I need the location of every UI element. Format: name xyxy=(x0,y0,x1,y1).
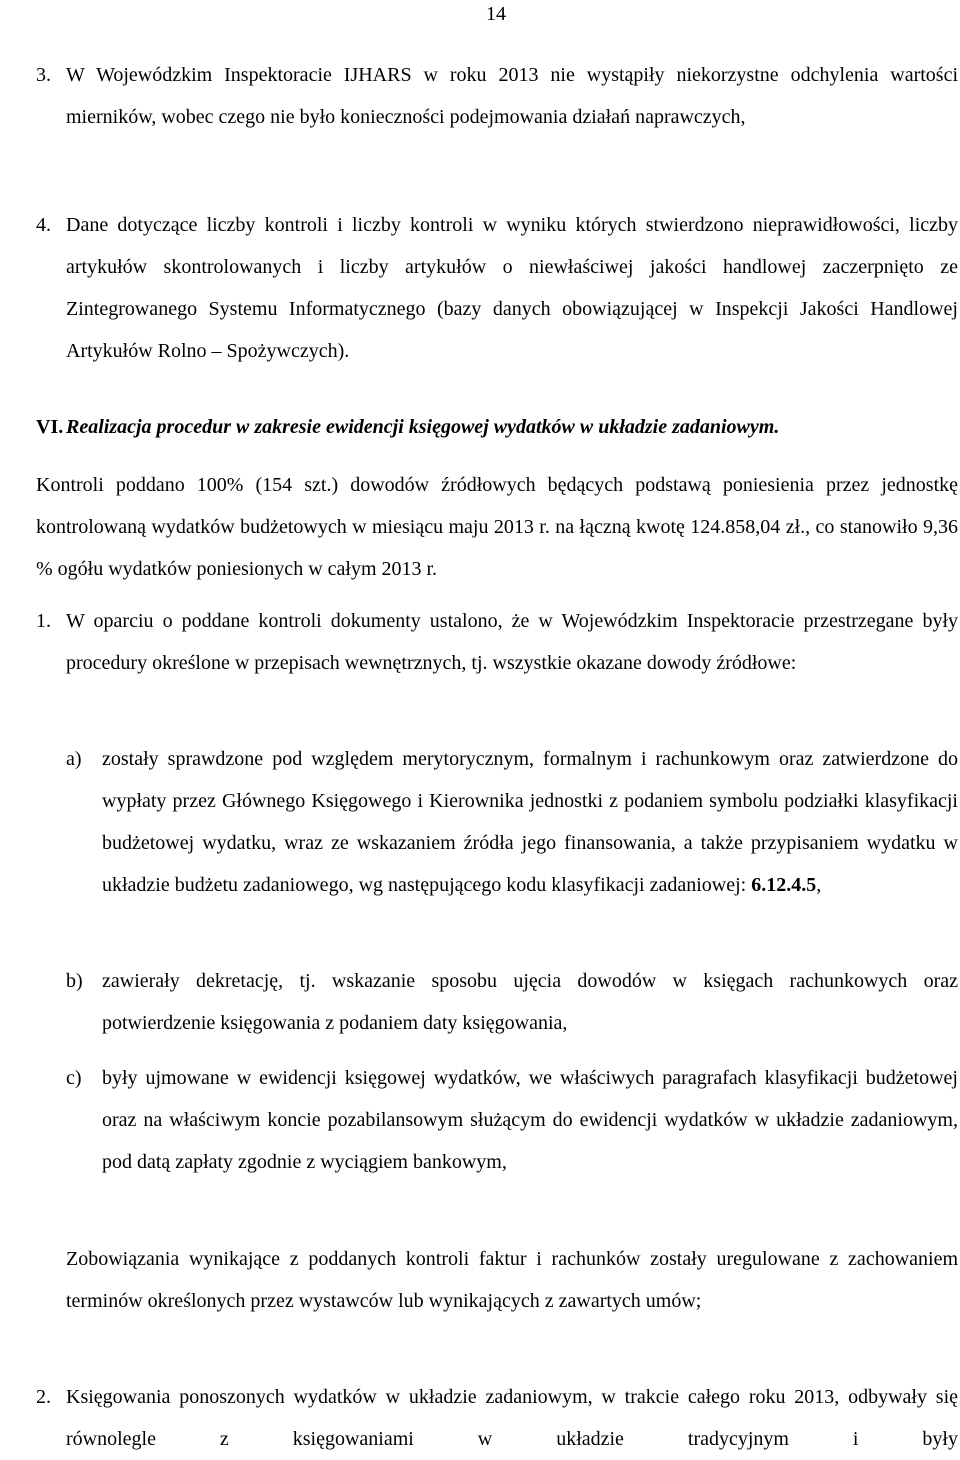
subpoint-marker: a) xyxy=(66,748,82,770)
subpoint-text: zawierały dekretację, tj. wskazanie sposobu ujęcia dowodów w księgach rachunkowych oraz potwierdzenie księgowania z podaniem daty księgowania, xyxy=(102,970,958,1034)
subpoint-marker: c) xyxy=(66,1067,82,1089)
list-item-text: W oparciu o poddane kontroli dokumenty ustalono, że w Wojewódzkim Inspektoracie przestrzegane były procedury określone w przepisach wewnętrznych, tj. wszystkie okazane dowody źródłowe: xyxy=(66,610,958,674)
subpoint-text-before: zostały sprawdzone pod względem merytorycznym, formalnym i rachunkowym oraz zatwierdzone do wypłaty przez Głównego Księgowego i Kierownika jednostki z podaniem symbolu podziałki klasyfikacji budżetowej wydatku, wraz ze wskazaniem źródła jego finansowania, a także przypisaniem wydatku w układzie budżetu zadaniowego, wg następującego kodu klasyfikacji zadaniowej: xyxy=(102,748,958,896)
list-item-text: W Wojewódzkim Inspektoracie IJHARS w roku 2013 nie wystąpiły niekorzystne odchylenia wartości mierników, wobec czego nie było konieczności podejmowania działań naprawczych, xyxy=(66,64,958,128)
list-marker: 2. xyxy=(36,1386,51,1408)
list-marker: 1. xyxy=(36,610,51,632)
section-number: VI. xyxy=(36,416,64,438)
section-title: Realizacja procedur w zakresie ewidencji księgowej wydatków w układzie zadaniowym. xyxy=(66,416,780,438)
subpoint-text xyxy=(102,738,958,906)
list-item-text: Księgowania ponoszonych wydatków w układzie zadaniowym, w trakcie całego roku 2013, odbywały się równolegle z księgowaniami w układzie tradycyjnym i były xyxy=(66,1386,958,1450)
list-marker: 4. xyxy=(36,214,51,236)
list-marker: 3. xyxy=(36,64,51,86)
page-number: 14 xyxy=(486,3,506,25)
subpoint-marker: b) xyxy=(66,970,83,992)
subpoint-text-after: , xyxy=(816,874,822,896)
intro-paragraph: Kontroli poddano 100% (154 szt.) dowodów źródłowych będących podstawą poniesienia przez jednostkę kontrolowaną wydatków budżetowych w miesiącu maju 2013 r. na łączną kwotę 124.858,04 zł., co stanowiło 9,36 % ogółu wydatków poniesionych w całym 2013 r. xyxy=(36,474,958,580)
list-item-text: Dane dotyczące liczby kontroli i liczby kontroli w wyniku których stwierdzono nieprawidłowości, liczby artykułów skontrolowanych i liczby artykułów o niewłaściwej jakości handlowej zaczerpnięto ze Zintegrowanego Systemu Informatycznego (bazy danych obowiązującej w Inspekcji Jakości Handlowej Artykułów Rolno – Spożywczych). xyxy=(66,214,958,362)
obligations-paragraph: Zobowiązania wynikające z poddanych kontroli faktur i rachunków zostały uregulowane z zachowaniem terminów określonych przez wystawców lub wynikających z zawartych umów; xyxy=(66,1248,958,1312)
classification-code: 6.12.4.5 xyxy=(751,874,817,896)
subpoint-text: były ujmowane w ewidencji księgowej wydatków, we właściwych paragrafach klasyfikacji budżetowej oraz na właściwym koncie pozabilansowym służącym do ewidencji wydatków w układzie zadaniowym, pod datą zapłaty zgodnie z wyciągiem bankowym, xyxy=(102,1067,958,1173)
